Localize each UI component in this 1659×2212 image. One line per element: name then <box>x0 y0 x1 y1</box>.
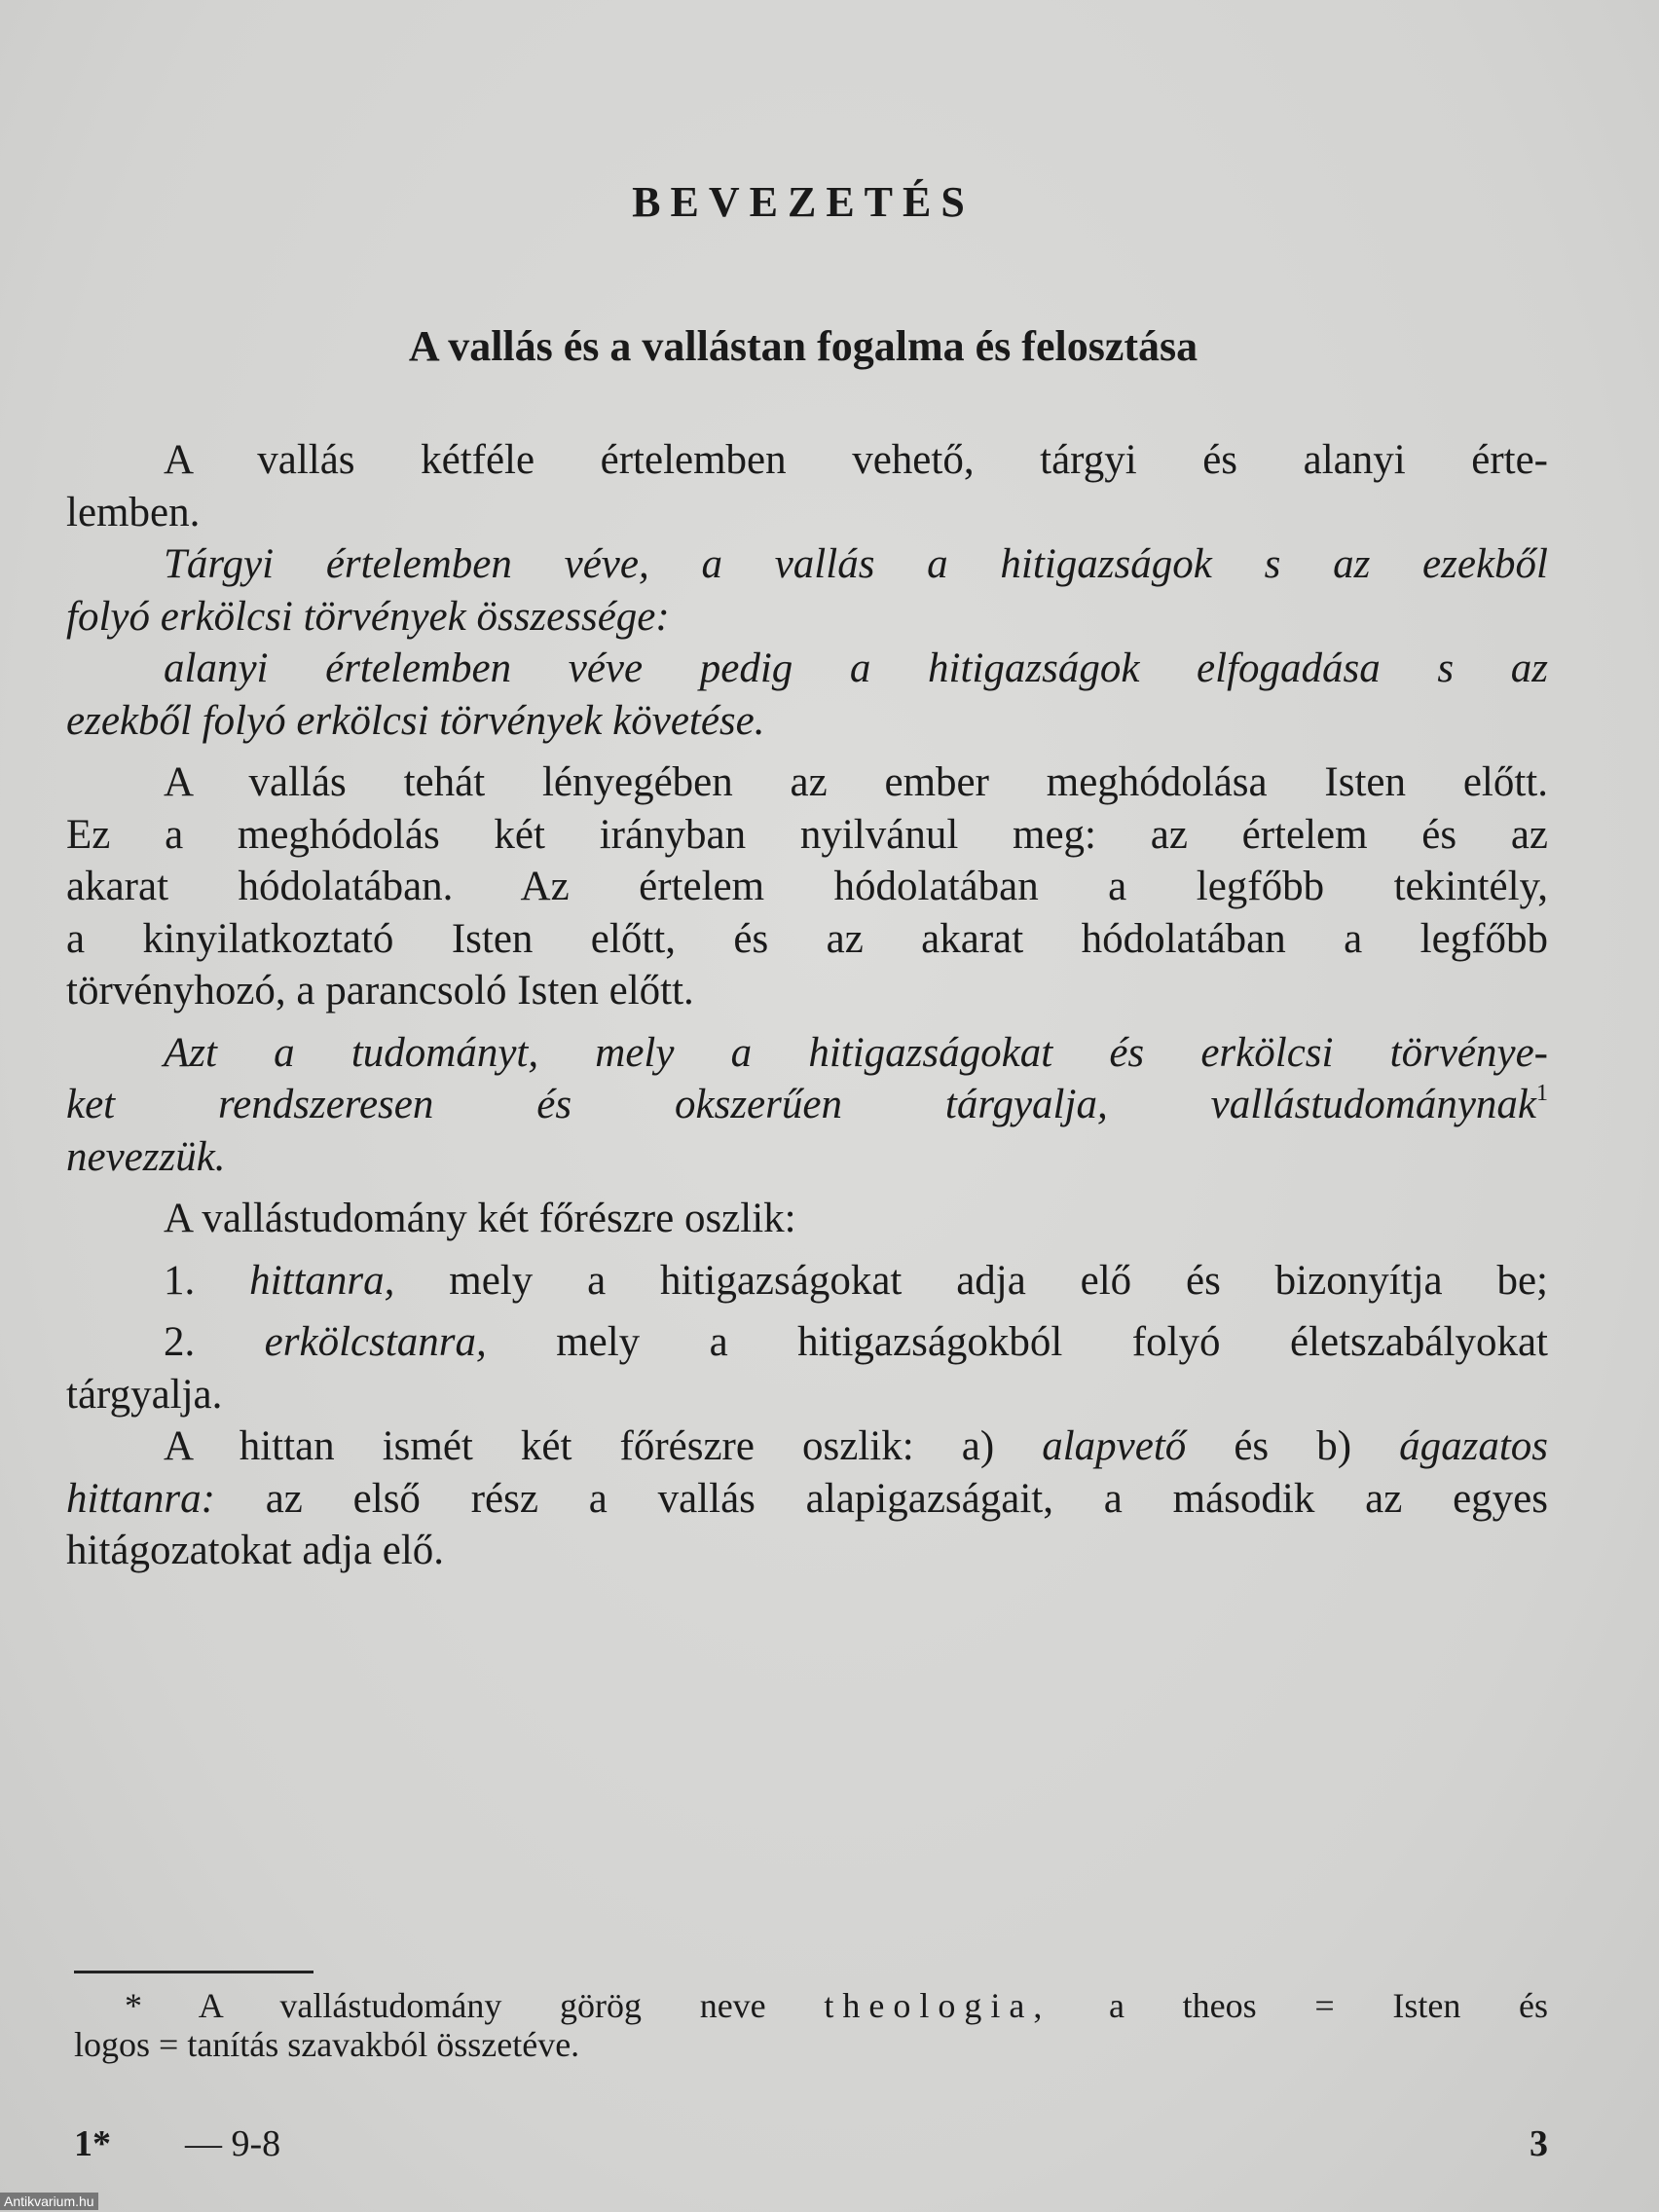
footnote-divider <box>74 1971 313 1973</box>
italic-text: folyó erkölcsi törvények összessége: <box>66 593 670 640</box>
text-segment: és b) <box>1186 1423 1400 1469</box>
italic-text: alapvető <box>1042 1423 1187 1469</box>
text-segment: mely a hitigazságokat adja elő és bizonyítja be; <box>394 1257 1549 1304</box>
text-line <box>66 591 1548 644</box>
footnote-line <box>74 1986 1548 2025</box>
text-line <box>66 1193 1548 1245</box>
italic-text: ezekből folyó erkölcsi törvények követése. <box>66 697 765 744</box>
italic-text: alanyi értelemben véve pedig a hitigazságok elfogadása s az <box>164 645 1548 691</box>
text-line <box>66 695 1548 748</box>
chapter-title: BEVEZETÉS <box>632 178 975 226</box>
italic-text: ket rendszeresen és okszerűen tárgyalja, vallástudománynak <box>66 1082 1536 1127</box>
text-line <box>66 1525 1548 1577</box>
text-line <box>66 1255 1548 1308</box>
watermark: Antikvarium.hu <box>0 2193 98 2210</box>
text-segment: akarat hódolatában. Az értelem hódolatában a legfőbb tekintély, <box>66 864 1548 909</box>
text-line <box>66 487 1548 539</box>
text-line <box>66 1131 1548 1184</box>
text-segment: Ez a meghódolás két irányban nyilvánul meg: az értelem és az <box>66 811 1548 858</box>
text-segment: A vallás kétféle értelemben vehető, tárgyi és alanyi érte- <box>164 437 1548 483</box>
footnote-line: logos = tanítás szavakból összetéve. <box>74 2025 580 2064</box>
text-line <box>66 965 1548 1017</box>
text-segment: A vallástudomány két főrészre oszlik: <box>164 1196 796 1241</box>
text-segment: lemben. <box>66 489 201 535</box>
text-segment: hitágozatokat adja elő. <box>66 1528 445 1573</box>
text-segment: tárgyalja. <box>66 1371 223 1418</box>
text-segment: A vallás tehát lényegében az ember meghódolása Isten előtt. <box>164 759 1548 805</box>
italic-text: erkölcstanra, <box>264 1319 487 1365</box>
text-line <box>66 1316 1548 1369</box>
italic-text: Tárgyi értelemben véve, a vallás a hitigazságok s az ezekből <box>164 541 1548 587</box>
text-segment: 1. <box>164 1257 250 1304</box>
print-code: — 9-8 <box>185 2123 281 2164</box>
italic-text: Azt a tudományt, mely a hitigazságokat és erkölcsi törvénye- <box>164 1029 1548 1076</box>
text-line <box>66 1473 1548 1526</box>
text-line <box>66 809 1548 862</box>
text-line <box>66 1079 1548 1131</box>
italic-text: hittanra: <box>66 1475 215 1522</box>
text-line <box>66 913 1548 966</box>
text-segment: 2. <box>164 1319 265 1365</box>
italic-text: ágazatos <box>1399 1423 1549 1469</box>
italic-text: nevezzük. <box>66 1133 226 1180</box>
text-segment: A hittan ismét két főrészre oszlik: a) <box>164 1423 1043 1469</box>
footnote-text: a theos = Isten és <box>1051 1986 1548 2025</box>
text-line <box>66 1027 1548 1080</box>
text-line <box>66 434 1548 487</box>
text-line <box>66 1369 1548 1421</box>
text-segment: a kinyilatkoztató Isten előtt, és az akarat hódolatában a legfőbb <box>66 915 1548 962</box>
text-line <box>66 861 1548 913</box>
body-text <box>66 434 1548 1577</box>
text-segment: az első rész a vallás alapigazságait, a második az egyes <box>214 1475 1548 1522</box>
footnote-text: * A vallástudomány görög neve <box>125 1986 825 2025</box>
text-line <box>66 538 1548 591</box>
footnote-spaced-word: theologia, <box>824 1986 1051 2025</box>
text-line <box>66 643 1548 695</box>
page-number: 3 <box>1530 2123 1548 2164</box>
text-line <box>66 756 1548 809</box>
signature-mark: 1* <box>74 2123 111 2164</box>
text-segment: mely a hitigazságokból folyó életszabályokat <box>486 1319 1548 1365</box>
italic-text: hittanra, <box>249 1257 395 1304</box>
section-heading: A vallás és a vallástan fogalma és felosztása <box>408 322 1198 370</box>
text-segment: törvényhozó, a parancsoló Isten előtt. <box>66 968 694 1014</box>
footnote-reference: 1 <box>1536 1081 1548 1106</box>
footnote <box>74 1986 1548 2064</box>
text-line <box>66 1420 1548 1473</box>
